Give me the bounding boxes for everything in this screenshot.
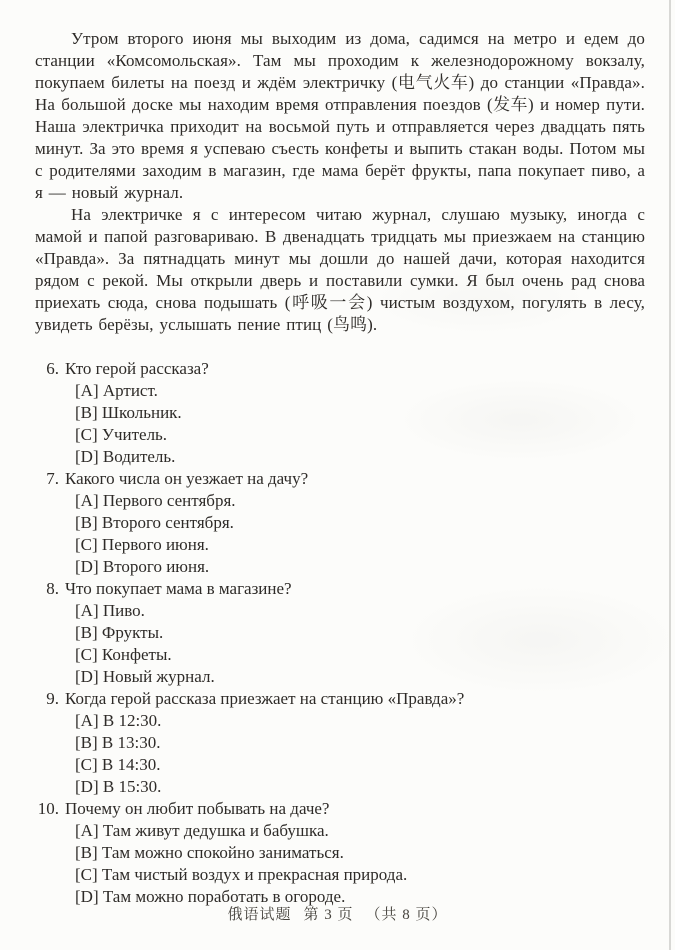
question-10-option-b: [B] Там можно спокойно заниматься. xyxy=(75,843,344,862)
question-text: Когда герой рассказа приезжает на станцию «Правда»? xyxy=(65,689,465,708)
question-7-option-b: [B] Второго сентября. xyxy=(75,513,234,532)
question-8-text xyxy=(35,578,645,600)
question-number: 8. xyxy=(46,579,59,598)
question-6 xyxy=(35,358,645,468)
question-6-option-d: [D] Водитель. xyxy=(75,447,176,466)
question-6-option-c: [C] Учитель. xyxy=(75,425,168,444)
passage-paragraph-2: На электричке я с интересом читаю журнал, слушаю музыку, иногда с мамой и папой разговариваю. В двенадцать тридцать мы приезжаем на станцию «Правда». За пятнадцать минут мы дошли до нашей дачи, которая находится рядом с рекой. Мы открыли дверь и поставили сумки. Я был очень рад снова приехать сюда, снова подышать (呼吸一会) чистым воздухом, погулять в лесу, увидеть берёзы, услышать пение птиц (鸟鸣). xyxy=(35,205,645,334)
question-7 xyxy=(35,468,645,578)
question-9-option-c: [C] В 14:30. xyxy=(75,755,161,774)
question-8-option-d: [D] Новый журнал. xyxy=(75,667,215,686)
scan-edge-artifact xyxy=(669,0,671,950)
question-6-text xyxy=(35,358,645,380)
question-number: 10. xyxy=(37,799,59,818)
question-text: Почему он любит побывать на даче? xyxy=(65,799,330,818)
questions-section xyxy=(35,358,645,908)
question-9-text xyxy=(35,688,645,710)
question-10-option-a: [A] Там живут дедушка и бабушка. xyxy=(75,821,329,840)
question-9-option-a: [A] В 12:30. xyxy=(75,711,162,730)
question-10-text xyxy=(35,798,645,820)
question-6-option-a: [A] Артист. xyxy=(75,381,158,400)
question-8 xyxy=(35,578,645,688)
footer-total-pages: （共 8 页） xyxy=(365,907,448,923)
question-8-option-c: [C] Конфеты. xyxy=(75,645,172,664)
question-7-text xyxy=(35,468,645,490)
question-6-option-b: [B] Школьник. xyxy=(75,403,182,422)
question-10 xyxy=(35,798,645,908)
footer-doc-title: 俄语试题 xyxy=(227,907,292,923)
question-9-option-b: [B] В 13:30. xyxy=(75,733,161,752)
question-8-option-a: [A] Пиво. xyxy=(75,601,145,620)
reading-passage xyxy=(35,28,645,336)
question-text: Кто герой рассказа? xyxy=(65,359,209,378)
question-10-option-d: [D] Там можно поработать в огороде. xyxy=(75,887,346,906)
question-7-option-d: [D] Второго июня. xyxy=(75,557,210,576)
footer-page-number: 第 3 页 xyxy=(303,907,354,923)
question-7-option-c: [C] Первого июня. xyxy=(75,535,209,554)
passage-paragraph-1: Утром второго июня мы выходим из дома, садимся на метро и едем до станции «Комсомольская». Там мы проходим к железнодорожному вокзалу, покупаем билеты на поезд и ждём электричку (电气火车) до станции «Правда». На большой доске мы находим время отправления поездов (发车) и номер пути. Наша электричка приходит на восьмой путь и отправляется через двадцать пять минут. За это время я успеваю съесть конфеты и выпить стакан воды. Потом мы с родителями заходим в магазин, где мама берёт фрукты, папа покупает пиво, а я — новый журнал. xyxy=(35,29,645,202)
question-7-option-a: [A] Первого сентября. xyxy=(75,491,236,510)
question-8-option-b: [B] Фрукты. xyxy=(75,623,164,642)
question-number: 7. xyxy=(46,469,59,488)
page-footer xyxy=(0,903,675,924)
question-9-option-d: [D] В 15:30. xyxy=(75,777,162,796)
question-number: 9. xyxy=(46,689,59,708)
question-9 xyxy=(35,688,645,798)
question-text: Какого числа он уезжает на дачу? xyxy=(65,469,309,488)
question-10-option-c: [C] Там чистый воздух и прекрасная природа. xyxy=(75,865,408,884)
question-text: Что покупает мама в магазине? xyxy=(65,579,292,598)
question-number: 6. xyxy=(46,359,59,378)
